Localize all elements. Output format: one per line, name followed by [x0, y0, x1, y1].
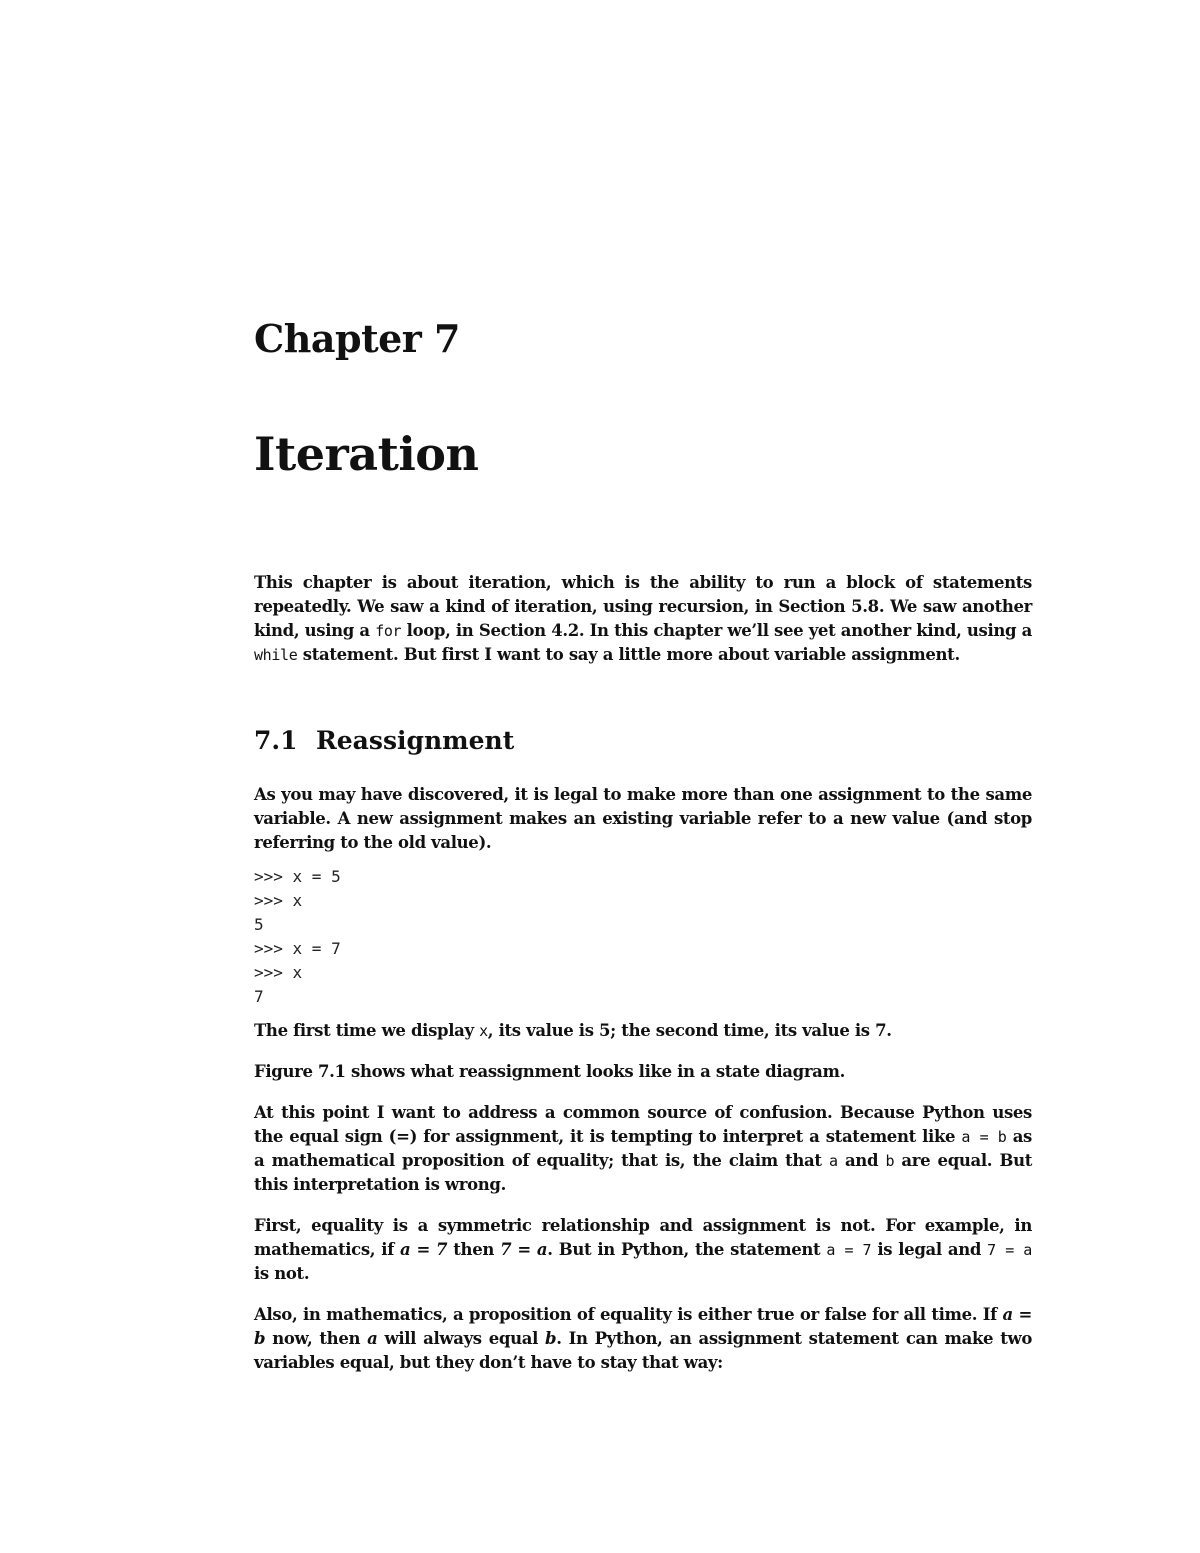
code-line: >>> x = 5: [254, 867, 341, 886]
p6-text-2: now, then: [265, 1329, 368, 1348]
p4-text-1: At this point I want to address a common source of confusion. Because Python uses the equal sign (=) for assignment, it is tempting to interpret a statement like: [254, 1103, 1032, 1146]
intro-text-3: statement. But first I want to say a little more about variable assignment.: [297, 645, 960, 664]
intro-paragraph: [254, 571, 1032, 667]
chapter-title: Iteration: [254, 427, 479, 481]
p5-text-2: then: [447, 1240, 501, 1259]
paragraph-figure-reference: Figure 7.1 shows what reassignment looks like in a state diagram.: [254, 1062, 846, 1081]
inline-code-for: for: [375, 622, 402, 640]
code-line: >>> x: [254, 891, 303, 910]
p6-text-4: . In Python, an assignment statement can make two variables equal, but they don’t have to stay that way:: [254, 1329, 1032, 1372]
paragraph-time: [254, 1303, 1032, 1375]
section-body: [254, 783, 1032, 1392]
inline-code-b: b: [885, 1152, 895, 1170]
code-line: 7: [254, 987, 264, 1006]
inline-code-7-equals-a: 7 = a: [987, 1241, 1032, 1259]
p4-text-4: are equal. But this interpretation is wrong.: [254, 1151, 1032, 1194]
paragraph-confusion: [254, 1101, 1032, 1197]
intro-text-2: loop, in Section 4.2. In this chapter we’ll see yet another kind, using a: [401, 621, 1033, 640]
chapter-label: Chapter 7: [254, 316, 460, 361]
inline-code-x: x: [479, 1022, 488, 1040]
inline-code-a: a: [828, 1152, 838, 1170]
math-a-equals-b: a = b: [254, 1305, 1032, 1348]
p2-text-2: , its value is 5; the second time, its value is 7.: [487, 1021, 892, 1040]
p6-text-1: Also, in mathematics, a proposition of equality is either true or false for all time. If: [254, 1305, 1003, 1324]
p5-text-5: is not.: [254, 1264, 310, 1283]
inline-code-while: while: [254, 646, 298, 664]
code-line: 5: [254, 915, 264, 934]
p5-text-3: . But in Python, the statement: [547, 1240, 827, 1259]
code-example: [254, 865, 1032, 1009]
code-line: >>> x: [254, 963, 303, 982]
p2-text-1: The first time we display: [254, 1021, 480, 1040]
inline-code-a-equals-b: a = b: [961, 1128, 1007, 1146]
paragraph-reassignment-intro: As you may have discovered, it is legal to make more than one assignment to the same variable. A new assignment makes an existing variable refer to a new value (and stop referring to the old value).: [254, 785, 1032, 852]
math-7-equals-a: 7 = a: [500, 1240, 548, 1259]
section-heading: [254, 726, 514, 755]
section-title: Reassignment: [316, 726, 515, 755]
section-number: 7.1: [254, 726, 298, 755]
paragraph-symmetry: [254, 1214, 1032, 1286]
p4-text-2: as a mathematical proposition of equality; that is, the claim that: [254, 1127, 1032, 1170]
intro-text-1: This chapter is about iteration, which is the ability to run a block of statements repeatedly. We saw a kind of iteration, using recursion, in Section 5.8. We saw another kind, using a: [254, 573, 1032, 640]
p5-text-4: is legal and: [871, 1240, 988, 1259]
math-a: a: [367, 1329, 378, 1348]
p6-text-3: will always equal: [377, 1329, 545, 1348]
math-b: b: [545, 1329, 557, 1348]
p4-text-3: and: [837, 1151, 886, 1170]
inline-code-a-equals-7: a = 7: [826, 1241, 872, 1259]
code-line: >>> x = 7: [254, 939, 341, 958]
math-a-equals-7: a = 7: [400, 1240, 448, 1259]
p5-text-1: First, equality is a symmetric relationship and assignment is not. For example, in mathematics, if: [254, 1216, 1032, 1259]
paragraph-display-values: [254, 1019, 1032, 1043]
